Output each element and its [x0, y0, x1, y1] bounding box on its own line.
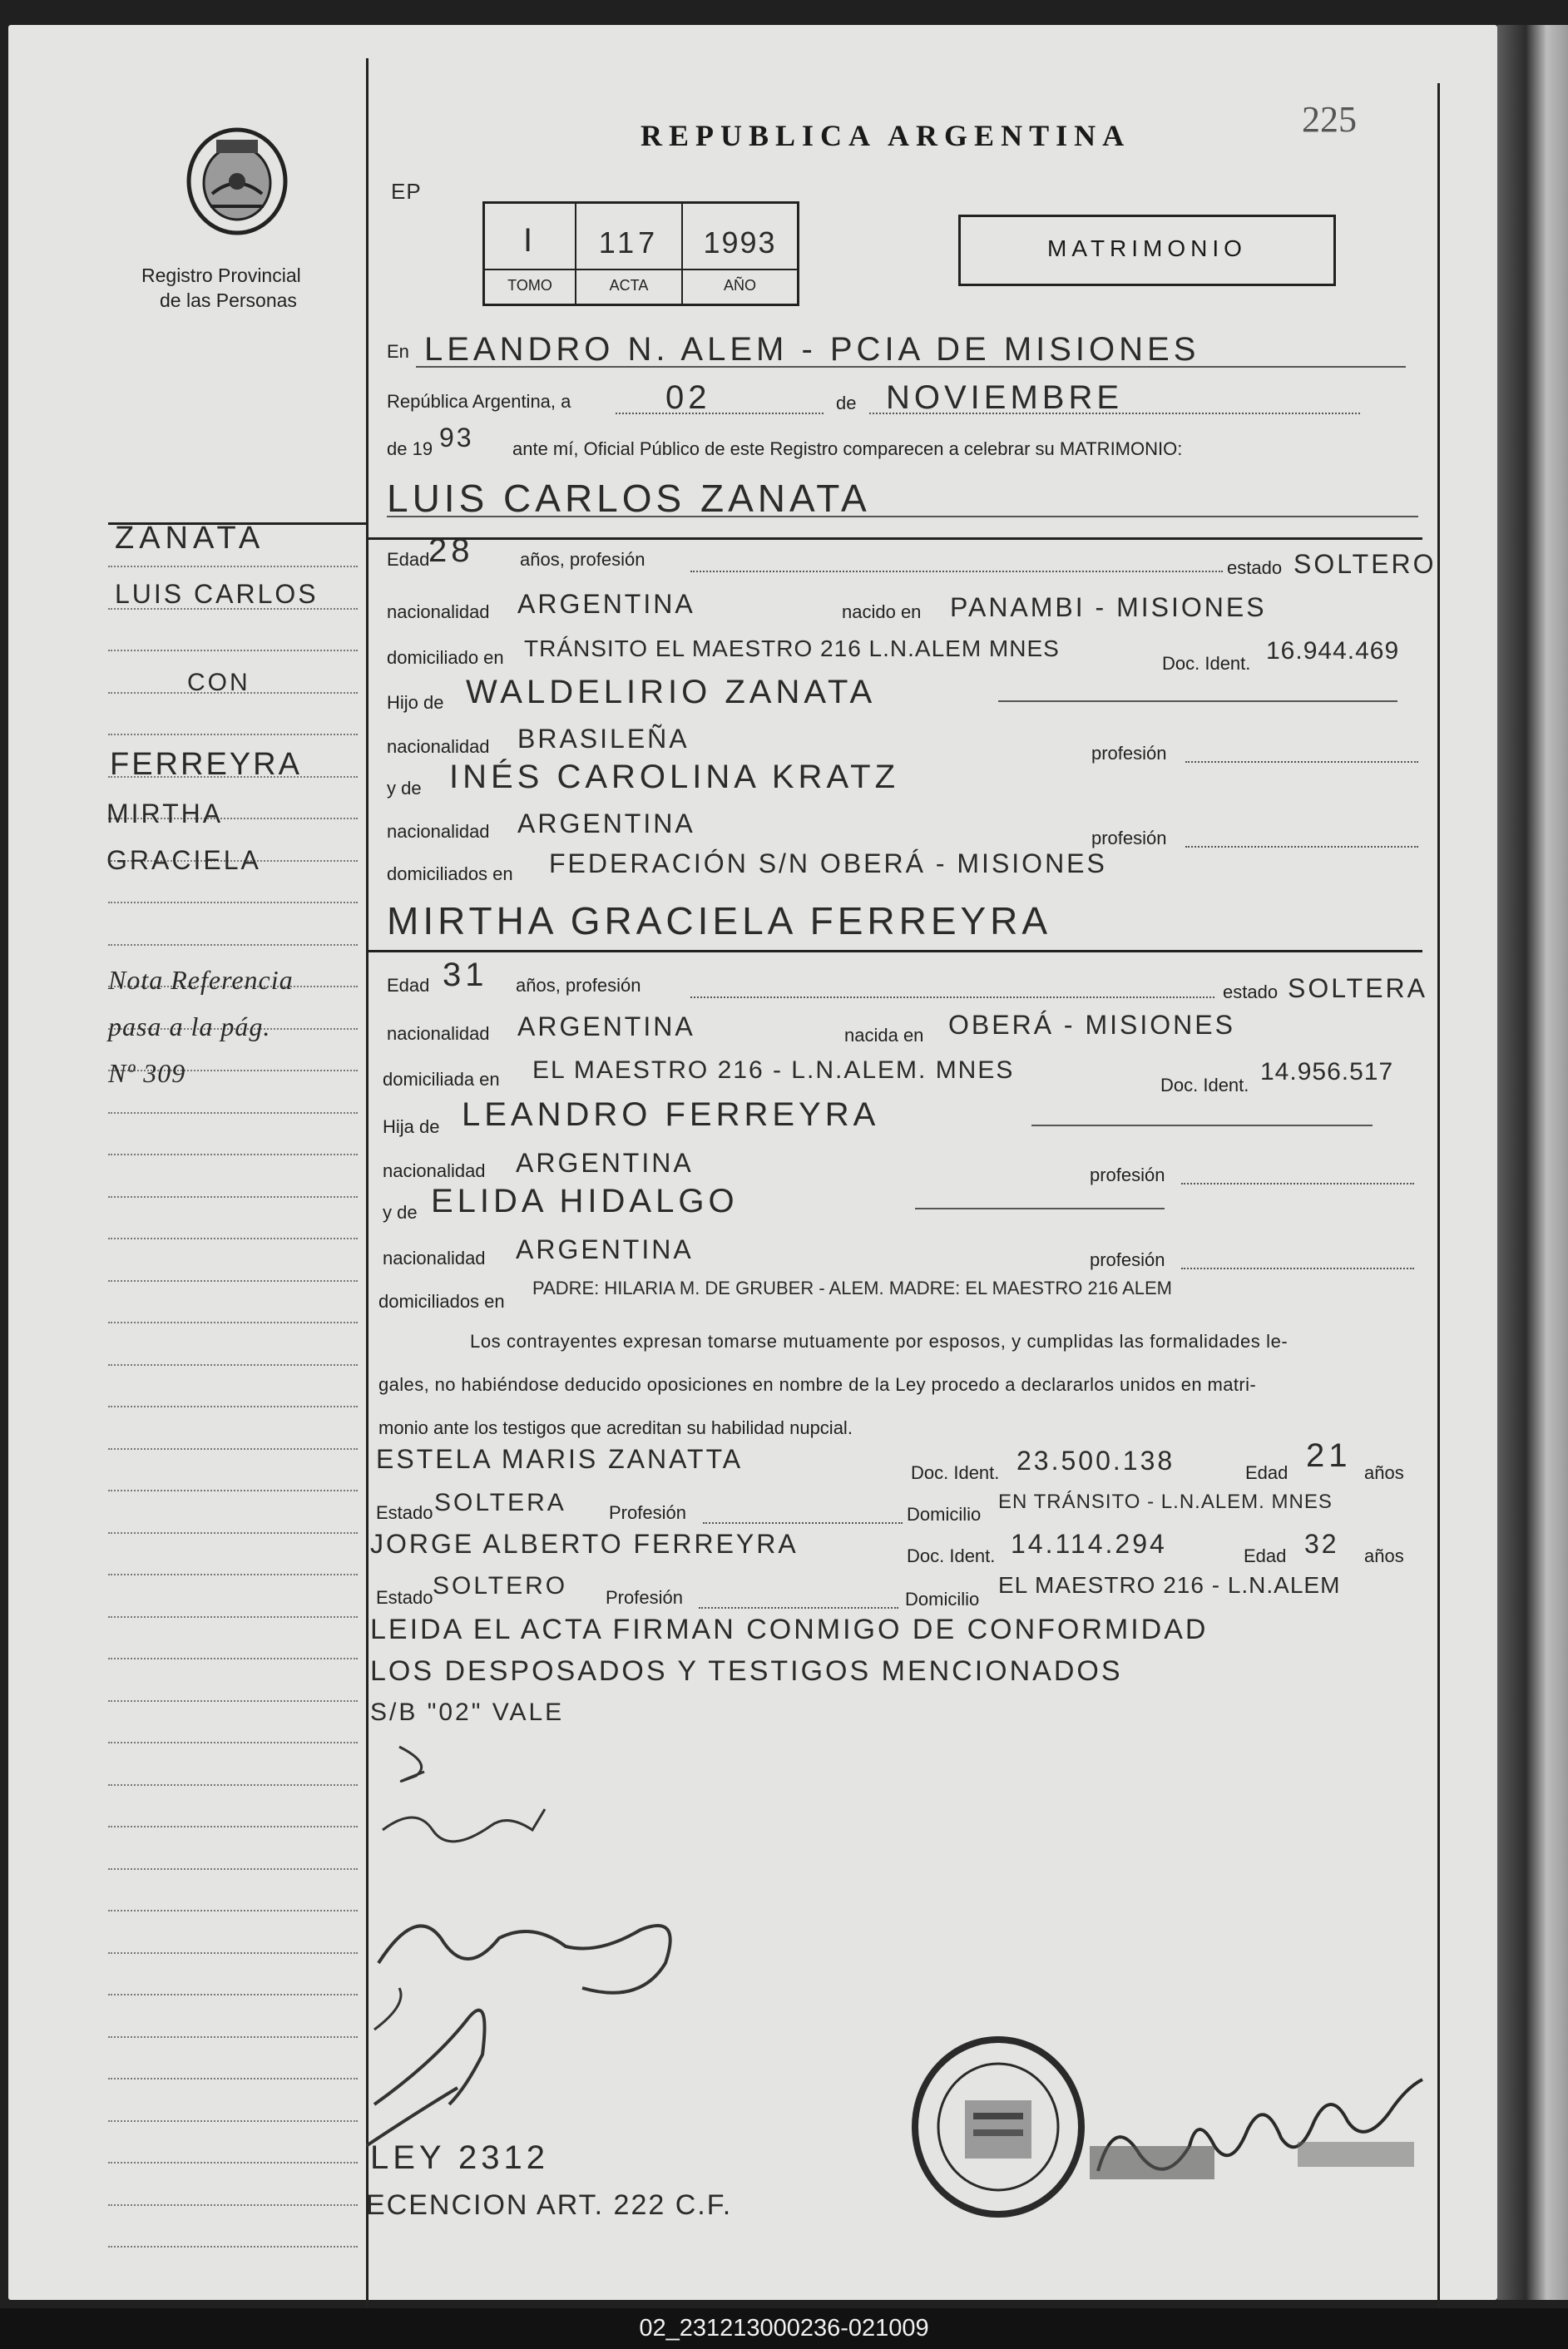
witness2-domicile: EL MAESTRO 216 - L.N.ALEM [998, 1572, 1341, 1598]
republica-label: República Argentina, a [387, 391, 571, 412]
margin-rule-line [108, 1700, 358, 1702]
margin-rule-line [108, 1742, 358, 1743]
de19-label: de 19 [387, 438, 433, 459]
margin-rule-line [108, 1154, 358, 1155]
witness1-estado: SOLTERA [434, 1489, 566, 1516]
groom-mother-nat-label: nacionalidad [387, 821, 490, 842]
bride-mother-profession-line [1181, 1268, 1414, 1269]
groom-parents-domicile: FEDERACIÓN S/N OBERÁ - MISIONES [549, 848, 1107, 878]
right-frame-line [1437, 83, 1440, 2312]
provincial-seal-icon [179, 123, 295, 248]
margin-rule-line [108, 1448, 358, 1450]
groom-father-profession-line [1185, 761, 1418, 763]
witness2-doc: 14.114.294 [1011, 1529, 1167, 1559]
bride-estado: SOLTERA [1288, 973, 1427, 1003]
bride-mother-profesion-label: profesión [1090, 1249, 1165, 1270]
bride-y-de-label: y de [383, 1202, 418, 1223]
day: 02 [665, 379, 711, 416]
acta-value: 117 [598, 225, 660, 260]
groom-edad-label: Edad [387, 549, 430, 570]
registry-name-line1: Registro Provincial [141, 265, 301, 286]
margin-rule-line [108, 1574, 358, 1575]
groom-estado-label: estado [1227, 557, 1283, 578]
groom-mother-nationality: ARGENTINA [517, 809, 695, 838]
bride-nacionalidad-label: nacionalidad [387, 1023, 490, 1044]
bride-father-profession-line [1181, 1183, 1414, 1184]
note-line2: LOS DESPOSADOS Y TESTIGOS MENCIONADOS [370, 1655, 1123, 1687]
volume-box [482, 201, 799, 306]
witness2-age: 32 [1304, 1529, 1339, 1559]
declaration-line3: monio ante los testigos que acreditan su habilidad nupcial. [378, 1417, 853, 1438]
filename-caption: 02_231213000236-021009 [0, 2308, 1568, 2349]
anio-label: AÑO [723, 277, 756, 294]
margin-rule-line [108, 2078, 358, 2079]
margin-rule-line [108, 1196, 358, 1198]
margin-rule-line [108, 2204, 358, 2206]
bride-domiciliados-label: domiciliados en [378, 1291, 505, 1312]
bride-parents-domicile: PADRE: HILARIA M. DE GRUBER - ALEM. MADRE: EL MAESTRO 216 ALEM [532, 1278, 1172, 1298]
witness1-edad-label: Edad [1245, 1462, 1289, 1483]
margin-rule-line [108, 1994, 358, 1995]
officer-signature-icon [1081, 2063, 1439, 2196]
groom-domiciliado-label: domiciliado en [387, 647, 504, 668]
bride-mother-nat-label: nacionalidad [383, 1248, 486, 1268]
margin-rule-line [108, 734, 358, 735]
groom-doc: 16.944.469 [1266, 637, 1400, 665]
margin-bride-given2: GRACIELA [106, 845, 261, 875]
bride-divider [366, 950, 1422, 952]
margin-rule-line [108, 1364, 358, 1366]
witness1-domicile: EN TRÁNSITO - L.N.ALEM. MNES [998, 1491, 1333, 1513]
witness2-name: JORGE ALBERTO FERREYRA [370, 1529, 799, 1559]
official-stamp-icon [903, 2030, 1094, 2225]
groom-estado: SOLTERO [1293, 549, 1437, 579]
year-suffix: 93 [439, 423, 474, 452]
witness1-name: ESTELA MARIS ZANATTA [376, 1444, 744, 1474]
margin-rule-line [108, 1238, 358, 1239]
witness2-doc-label: Doc. Ident. [907, 1545, 996, 1566]
witness1-estado-label: Estado [376, 1502, 433, 1523]
en-label: En [387, 341, 409, 362]
margin-note2: pasa a la pág. [108, 1011, 271, 1041]
margin-rule-line [108, 1910, 358, 1911]
bride-hija-label: Hija de [383, 1116, 440, 1137]
groom-profession-line [690, 571, 1223, 572]
bride-mother-line [915, 1208, 1165, 1209]
document-type-box [958, 215, 1336, 286]
margin-rule-line [108, 902, 358, 903]
margin-rule-line [108, 566, 358, 567]
groom-mother-profession-line [1185, 846, 1418, 848]
margin-rule-line [108, 1490, 358, 1491]
tomo-label: TOMO [507, 277, 552, 294]
witness2-estado: SOLTERO [433, 1572, 568, 1600]
groom-name: LUIS CARLOS ZANATA [387, 477, 871, 520]
groom-domicile: TRÁNSITO EL MAESTRO 216 L.N.ALEM MNES [524, 635, 1060, 661]
declaration-line1: Los contrayentes expresan tomarse mutuamente por esposos, y cumplidas las formalidades le- [470, 1331, 1289, 1352]
groom-birthplace: PANAMBI - MISIONES [950, 592, 1267, 622]
groom-anos-label: años, profesión [520, 549, 646, 570]
groom-father: WALDELIRIO ZANATA [466, 674, 877, 710]
bride-birthplace: OBERÁ - MISIONES [948, 1010, 1235, 1040]
comparecen-text: ante mí, Oficial Público de este Registro comparecen a celebrar su MATRIMONIO: [512, 438, 1183, 459]
law-note: LEY 2312 [370, 2139, 549, 2176]
margin-note1: Nota Referencia [108, 965, 294, 995]
signatures-icon [366, 1738, 715, 2204]
anio-value: 1993 [703, 225, 777, 260]
margin-rule-line [108, 1406, 358, 1407]
groom-divider [366, 537, 1422, 540]
witness1-profesion-label: Profesión [609, 1502, 686, 1523]
bride-father: LEANDRO FERREYRA [462, 1096, 880, 1133]
book-spine [1497, 25, 1568, 2300]
note-line3: S/B "02" VALE [370, 1699, 565, 1726]
margin-rule-line [108, 1532, 358, 1534]
bride-father-nationality: ARGENTINA [516, 1148, 694, 1178]
margin-bride-surname: FERREYRA [110, 747, 302, 782]
witness2-profesion-label: Profesión [606, 1587, 683, 1608]
groom-age: 28 [428, 532, 474, 569]
note-line1: LEIDA EL ACTA FIRMAN CONMIGO DE CONFORMIDAD [370, 1614, 1209, 1645]
exemption-note: ECENCION ART. 222 C.F. [366, 2189, 733, 2221]
bride-edad-label: Edad [387, 975, 430, 996]
de-label: de [836, 393, 857, 413]
groom-father-line [998, 700, 1397, 702]
bride-doc: 14.956.517 [1260, 1058, 1394, 1085]
witness1-domicilio-label: Domicilio [907, 1504, 982, 1525]
bride-domicile: EL MAESTRO 216 - L.N.ALEM. MNES [532, 1056, 1015, 1084]
groom-nacido-label: nacido en [842, 601, 922, 622]
margin-rule-line [108, 1658, 358, 1659]
witness2-domicilio-label: Domicilio [905, 1589, 980, 1610]
witness2-profession-line [699, 1607, 898, 1609]
margin-rule-line [108, 1280, 358, 1282]
margin-con: CON [187, 669, 250, 696]
margin-rule-line [108, 1868, 358, 1870]
bride-domiciliada-label: domiciliada en [383, 1069, 500, 1090]
margin-rule-line [108, 944, 358, 946]
witness1-doc-label: Doc. Ident. [911, 1462, 1000, 1483]
margin-rule-line [108, 2162, 358, 2164]
document-type: MATRIMONIO [1047, 235, 1247, 261]
witness1-profession-line [703, 1522, 903, 1524]
bride-nacida-label: nacida en [844, 1025, 924, 1046]
bride-father-nat-label: nacionalidad [383, 1160, 486, 1181]
margin-rule-line [108, 2036, 358, 2038]
margin-rule-line [108, 1322, 358, 1323]
acta-label: ACTA [609, 277, 649, 294]
registry-name-line2: de las Personas [160, 289, 297, 311]
ep-mark: EP [391, 179, 422, 204]
groom-y-de-label: y de [387, 778, 422, 799]
margin-groom-surname: ZANATA [115, 521, 265, 556]
bride-estado-label: estado [1223, 982, 1279, 1002]
tomo-value: I [522, 222, 537, 259]
bride-mother: ELIDA HIDALGO [431, 1183, 739, 1219]
bride-mother-nationality: ARGENTINA [516, 1234, 694, 1264]
groom-nacionalidad-label: nacionalidad [387, 601, 490, 622]
margin-groom-given: LUIS CARLOS [115, 579, 319, 609]
margin-rule-line [108, 1112, 358, 1114]
margin-rule-line [108, 1826, 358, 1827]
groom-nationality: ARGENTINA [517, 589, 695, 619]
groom-doc-label: Doc. Ident. [1162, 653, 1251, 674]
page-number: 225 [1302, 99, 1357, 140]
margin-rule-line [108, 2246, 358, 2248]
groom-hijo-label: Hijo de [387, 692, 444, 713]
witness1-doc: 23.500.138 [1016, 1446, 1175, 1476]
bride-age: 31 [443, 957, 488, 993]
groom-father-nat-label: nacionalidad [387, 736, 490, 757]
place: LEANDRO N. ALEM - PCIA DE MISIONES [424, 331, 1200, 368]
margin-bride-given1: MIRTHA [106, 799, 224, 828]
margin-rule-line [108, 1784, 358, 1786]
margin-note3: Nº 309 [108, 1058, 186, 1088]
country-title: REPUBLICA ARGENTINA [641, 119, 1131, 152]
groom-father-profesion-label: profesión [1091, 743, 1167, 764]
day-line [616, 413, 824, 414]
margin-rule-line [108, 650, 358, 651]
margin-rule-line [108, 2120, 358, 2122]
witness1-age: 21 [1306, 1437, 1352, 1474]
groom-father-nationality: BRASILEÑA [517, 724, 690, 754]
witness2-edad-label: Edad [1244, 1545, 1287, 1566]
bride-nationality: ARGENTINA [517, 1011, 695, 1041]
month: NOVIEMBRE [886, 379, 1124, 416]
witness2-estado-label: Estado [376, 1587, 433, 1608]
bride-profession-line [690, 996, 1214, 998]
declaration-line2: gales, no habiéndose deducido oposiciones en nombre de la Ley procedo a declararlos unidos en matri- [378, 1374, 1257, 1395]
bride-anos-label: años, profesión [516, 975, 641, 996]
margin-rule-line [108, 1952, 358, 1954]
bride-father-line [1031, 1125, 1373, 1126]
groom-mother-profesion-label: profesión [1091, 828, 1167, 848]
witness1-anos-label: años [1364, 1462, 1404, 1483]
bride-name: MIRTHA GRACIELA FERREYRA [387, 899, 1052, 942]
witness2-anos-label: años [1364, 1545, 1404, 1566]
groom-domiciliados-label: domiciliados en [387, 863, 513, 884]
bride-father-profesion-label: profesión [1090, 1165, 1165, 1185]
groom-mother: INÉS CAROLINA KRATZ [449, 759, 900, 795]
bride-doc-label: Doc. Ident. [1160, 1075, 1249, 1095]
margin-rule-line [108, 1616, 358, 1618]
